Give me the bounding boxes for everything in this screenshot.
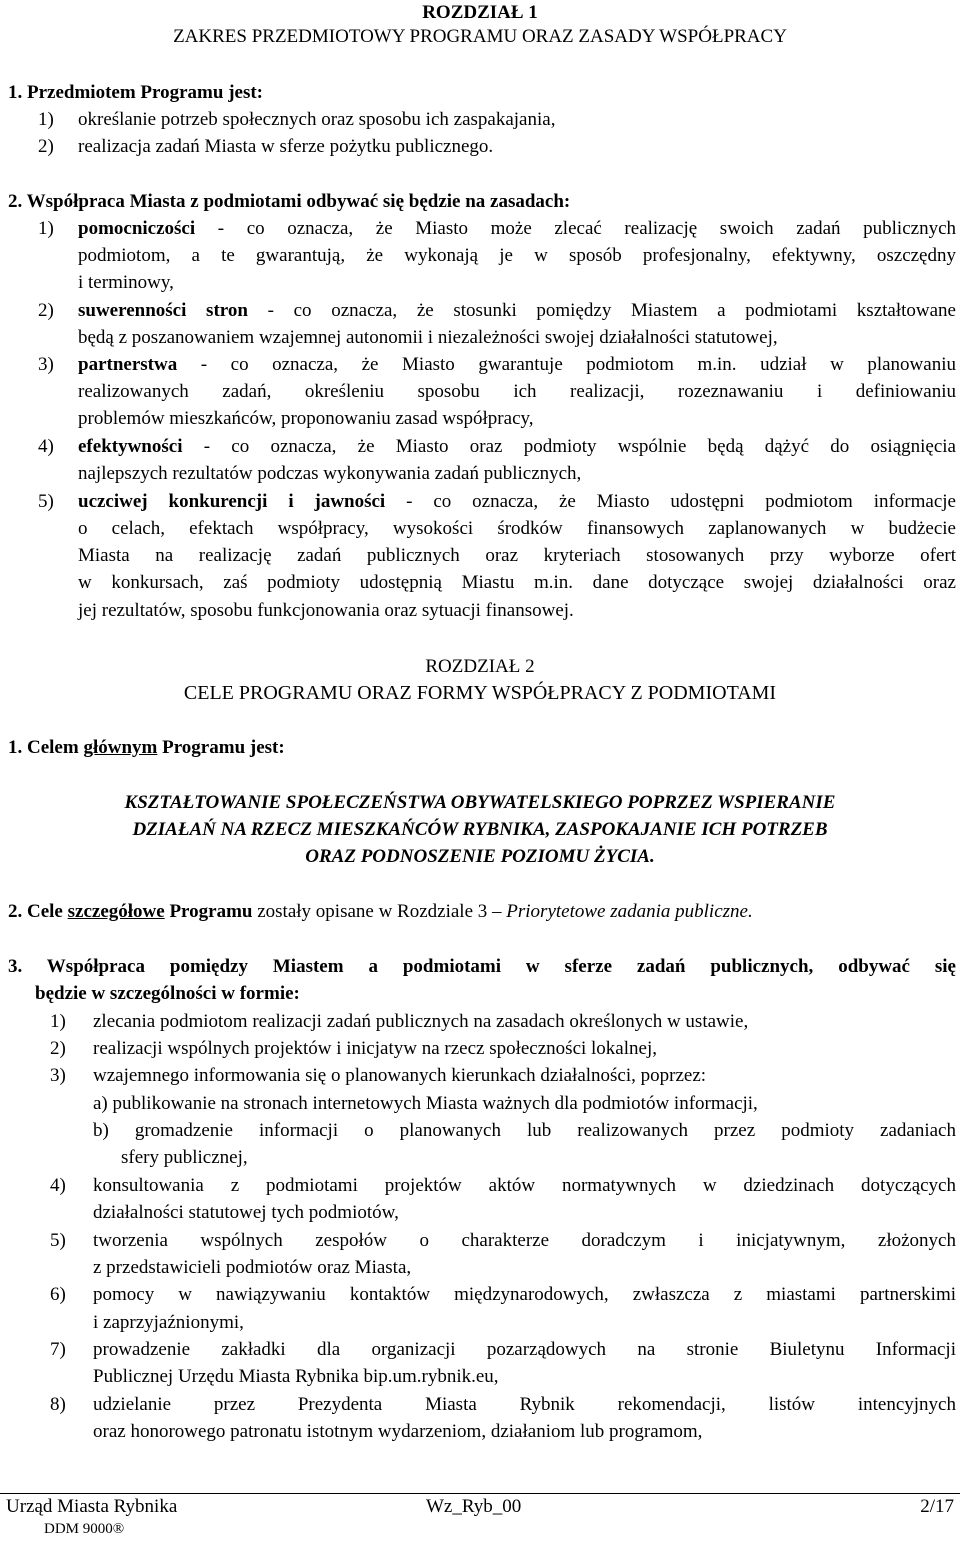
form-6-line-2: i zaprzyjaźnionymi,	[93, 1312, 244, 1333]
footer-rule	[0, 1493, 960, 1494]
form-3-number: 3)	[50, 1065, 66, 1086]
principle-3-number: 3)	[38, 354, 54, 375]
form-5-number: 5)	[50, 1230, 66, 1251]
chapter-1-heading: ROZDZIAŁ 1	[422, 2, 538, 23]
principle-5-line-5: jej rezultatów, sposobu funkcjonowania oraz sytuacji finansowej.	[78, 600, 574, 621]
principle-4-line-2: najlepszych rezultatów podczas wykonywania zadań publicznych,	[78, 463, 582, 484]
footer-office: Urząd Miasta Rybnika	[6, 1496, 178, 1517]
principle-4-number: 4)	[38, 436, 54, 457]
form-6-number: 6)	[50, 1284, 66, 1305]
form-3-sub-b-line-1: b) gromadzenie informacji o planowanych lub realizowanych przez podmioty zadaniach	[93, 1120, 956, 1141]
principle-3-line-2: realizowanych zadań, określeniu sposobu ich realizacji, rozeznawaniu i definiowaniu	[78, 381, 956, 402]
form-7-line-1: prowadzenie zakładki dla organizacji pozarządowych na stronie Biuletynu Informacji	[93, 1339, 956, 1360]
form-4-number: 4)	[50, 1175, 66, 1196]
section-1-item-1: 1) określanie potrzeb społecznych oraz sposobu ich zaspakajania,	[38, 109, 556, 130]
section-2-lead: 2. Współpraca Miasta z podmiotami odbywać się będzie na zasadach:	[8, 191, 571, 212]
chapter-2-title: CELE PROGRAMU ORAZ FORMY WSPÓŁPRACY Z PODMIOTAMI	[183, 682, 777, 704]
form-7-line-2: Publicznej Urzędu Miasta Rybnika bip.um.rybnik.eu,	[93, 1366, 499, 1387]
principle-5-number: 5)	[38, 491, 54, 512]
principle-2-number: 2)	[38, 300, 54, 321]
principle-5-line-2: o celach, efektach współpracy, wysokości środków finansowych zaplanowanych w budżecie	[78, 518, 956, 539]
principle-5-line-4: w konkursach, zaś podmioty udostępnią Miastu m.in. dane dotyczące swojej działalności oraz	[78, 572, 956, 593]
detailed-goals-line: 2. Cele szczegółowe Programu zostały opisane w Rozdziale 3 – Priorytetowe zadania publiczne.	[8, 901, 753, 922]
form-4-line-1: konsultowania z podmiotami projektów aktów normatywnych w dziedzinach dotyczących	[93, 1175, 956, 1196]
principle-5-line-1: uczciwej konkurencji i jawności - co oznacza, że Miasto udostępni podmiotom informacje	[78, 491, 956, 512]
footer-page-number: 2/17	[920, 1496, 954, 1517]
principle-2-line-1: suwerenności stron - co oznacza, że stosunki pomiędzy Miastem a podmiotami kształtowane	[78, 300, 956, 321]
form-8-number: 8)	[50, 1394, 66, 1415]
form-5-line-2: z przedstawicieli podmiotów oraz Miasta,	[93, 1257, 412, 1278]
form-7-number: 7)	[50, 1339, 66, 1360]
form-4-line-2: działalności statutowej tych podmiotów,	[93, 1202, 399, 1223]
principle-1-line-1: pomocniczości - co oznacza, że Miasto może zlecać realizację swoich zadań publicznych	[78, 218, 956, 239]
footer-doc-code: Wz_Ryb_00	[426, 1496, 522, 1517]
principle-5-line-3: Miasta na realizację zadań publicznych oraz kryteriach stosowanych przy wyborze ofert	[78, 545, 956, 566]
form-8-line-2: oraz honorowego patronatu istotnym wydarzeniom, działaniom lub programom,	[93, 1421, 703, 1442]
principle-1-number: 1)	[38, 218, 54, 239]
cooperation-forms-lead-line-2: będzie w szczególności w formie:	[35, 983, 300, 1004]
cooperation-forms-lead-line-1: 3. Współpraca pomiędzy Miastem a podmiotami w sferze zadań publicznych, odbywać się	[8, 956, 956, 977]
principle-3-line-1: partnerstwa - co oznacza, że Miasto gwarantuje podmiotom m.in. udział w planowaniu	[78, 354, 956, 375]
section-1-item-2: 2) realizacja zadań Miasta w sferze pożytku publicznego.	[38, 136, 494, 157]
principle-1-line-3: i terminowy,	[78, 272, 174, 293]
form-1-line-1: zlecania podmiotom realizacji zadań publicznych na zasadach określonych w ustawie,	[93, 1011, 749, 1032]
principle-3-line-3: problemów mieszkańców, proponowaniu zasad współpracy,	[78, 408, 534, 429]
principle-2-line-2: będą z poszanowaniem wzajemnej autonomii i niezależności swojej działalności statutowej,	[78, 327, 778, 348]
main-goal-line-1: KSZTAŁTOWANIE SPOŁECZEŃSTWA OBYWATELSKIEGO POPRZEZ WSPIERANIE	[124, 792, 836, 813]
form-3-line-1: wzajemnego informowania się o planowanych kierunkach działalności, poprzez:	[93, 1065, 707, 1086]
section-1-lead: 1. Przedmiotem Programu jest:	[8, 82, 263, 103]
chapter-1-title: ZAKRES PRZEDMIOTOWY PROGRAMU ORAZ ZASADY WSPÓŁPRACY	[173, 26, 787, 47]
form-6-line-1: pomocy w nawiązywaniu kontaktów międzynarodowych, zwłaszcza z miastami partnerskimi	[93, 1284, 956, 1305]
footer-ddm-mark: DDM 9000®	[44, 1521, 125, 1537]
principle-4-line-1: efektywności - co oznacza, że Miasto oraz podmioty wspólnie będą dążyć do osiągnięcia	[78, 436, 956, 457]
principle-1-line-2: podmiotom, a te gwarantują, że wykonają je w sposób profesjonalny, efektywny, oszczędny	[78, 245, 956, 266]
form-3-sub-b-line-2: sfery publicznej,	[121, 1147, 248, 1168]
main-goal-lead: 1. Celem głównym Programu jest:	[8, 737, 285, 758]
form-8-line-1: udzielanie przez Prezydenta Miasta Rybnik rekomendacji, listów intencyjnych	[93, 1394, 956, 1415]
form-1-number: 1)	[50, 1011, 66, 1032]
main-goal-line-3: ORAZ PODNOSZENIE POZIOMU ŻYCIA.	[305, 846, 655, 867]
main-goal-line-2: DZIAŁAŃ NA RZECZ MIESZKAŃCÓW RYBNIKA, ZASPOKAJANIE ICH POTRZEB	[132, 819, 828, 840]
form-2-line-1: realizacji wspólnych projektów i inicjatyw na rzecz społeczności lokalnej,	[93, 1038, 657, 1059]
form-3-sub-a: a) publikowanie na stronach internetowych Miasta ważnych dla podmiotów informacji,	[93, 1093, 758, 1114]
form-2-number: 2)	[50, 1038, 66, 1059]
form-5-line-1: tworzenia wspólnych zespołów o charakterze doradczym i inicjatywnym, złożonych	[93, 1230, 956, 1251]
chapter-2-heading: ROZDZIAŁ 2	[425, 656, 535, 677]
